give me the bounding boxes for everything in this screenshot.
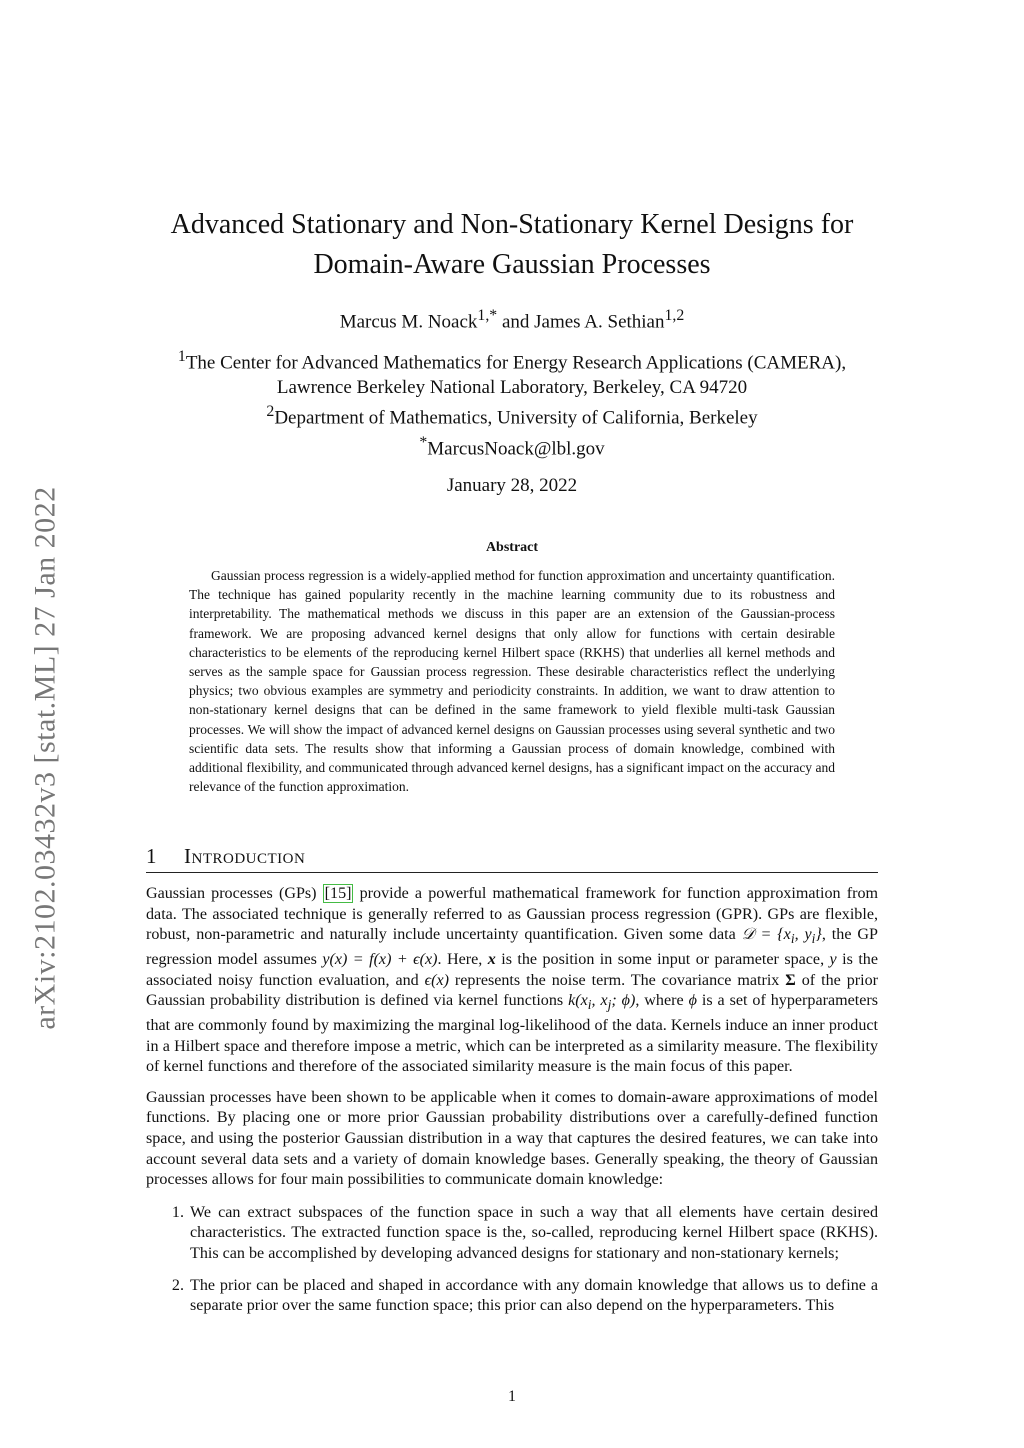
section-number: 1 xyxy=(146,844,157,868)
paper-date: January 28, 2022 xyxy=(446,475,578,496)
author-conjunction: and xyxy=(497,311,535,333)
p1-text-8: of the prior Gaussian probability distribution is defined via kernel functions xyxy=(146,971,878,1010)
paragraph-2: Gaussian processes have been shown to be applicable when it comes to domain-aware approximations of model functions. By placing one or more prior Gaussian probability distributions over a carefully-defined function space, and using the posterior Gaussian distribution in a way that captures the desired features, we can take into account several data sets and a variety of domain knowledge bases. Generally speaking, the theory of Gaussian processes allows for four main possibilities to communicate domain knowledge: xyxy=(146,1088,878,1189)
p1-text-10: is a set of hyperparameters that are commonly found by maximizing the marginal log-likelihood of the data. Kernels induce an inner product in a Hilbert space and therefore impose a metric, which can be interpreted as a similarity measure. The flexibility of kernel functions and therefore of the associated similarity measure is the main focus of this paper. xyxy=(146,992,878,1076)
p1-text-1: Gaussian processes (GPs) xyxy=(146,885,323,902)
arxiv-sidebar xyxy=(28,448,64,1068)
list-item: 1. We can extract subspaces of the function space in such a way that all elements have certain desired characteristics. The extracted function space is the, so-called, reproducing kernel Hilbert space (RKHS). This can be accomplished by developing advanced designs for stationary and non-stationary kernels; xyxy=(188,1203,878,1265)
p1-text-7: represents the noise term. The covariance matrix xyxy=(448,971,786,989)
author-list xyxy=(100,302,924,336)
affiliation-1-marker: 1 xyxy=(177,348,186,365)
page-number: 1 xyxy=(508,1388,516,1405)
math-x: x xyxy=(487,951,496,968)
email-address: MarcusNoack@lbl.gov xyxy=(427,438,605,460)
section-body xyxy=(146,884,878,1328)
p1-text-9: , where xyxy=(635,992,689,1010)
p1-text-5: is the position in some input or parameter space, xyxy=(495,951,830,968)
math-y: y xyxy=(829,951,837,968)
section-heading xyxy=(146,842,878,873)
p1-text-6: is the associated noisy function evaluation, and xyxy=(146,951,878,989)
p1-text-4: . Here, xyxy=(437,951,488,968)
paragraph-1 xyxy=(146,884,878,1078)
math-phi: ϕ xyxy=(688,992,697,1010)
author-2-affil: 1,2 xyxy=(664,307,685,324)
numbered-list xyxy=(146,1203,878,1317)
math-model: y(x) = f(x) + ϵ(x) xyxy=(322,951,438,968)
author-2: James A. Sethian xyxy=(534,311,665,333)
email-marker: * xyxy=(419,434,428,452)
affiliation-2-marker: 2 xyxy=(266,403,275,421)
affiliation-1-line-2: Lawrence Berkeley National Laboratory, Berkeley, CA 94720 xyxy=(276,376,748,398)
section-title: Introduction xyxy=(184,844,306,868)
arxiv-identifier: arXiv:2102.03432v3 [stat.ML] 27 Jan 2022 xyxy=(29,486,62,1030)
math-epsilon: ϵ(x) xyxy=(424,971,449,989)
affiliations xyxy=(100,345,924,462)
title-line-1: Advanced Stationary and Non-Stationary Kernel Designs for xyxy=(170,209,854,240)
author-1-affil: 1,* xyxy=(477,307,498,324)
affiliation-2-text: Department of Mathematics, University of California, Berkeley xyxy=(274,407,758,429)
author-1: Marcus M. Noack xyxy=(339,311,478,333)
p1-text-2: provide a powerful mathematical framework for function approximation from data. The associated technique is generally referred to as Gaussian process regression (GPR). GPs are flexible, robust, non-parametric and naturally include uncertainty quantification. Given some data xyxy=(146,885,879,944)
p1-text-3: , the GP regression model assumes xyxy=(146,926,878,968)
affiliation-1-line-1: The Center for Advanced Mathematics for Energy Research Applications (CAMERA), xyxy=(185,352,847,374)
affiliation-1 xyxy=(100,345,924,376)
title-line-2: Domain-Aware Gaussian Processes xyxy=(313,249,711,280)
affiliation-2 xyxy=(100,400,924,431)
list-item: 2. The prior can be placed and shaped in accordance with any domain knowledge that allows us to define a separate prior over the same function space; this prior can also depend on the hyperparameters. This xyxy=(188,1276,878,1317)
abstract-text: Gaussian process regression is a widely-applied method for function approximation and uncertainty quantification. The technique has gained popularity recently in the machine learning community due to its robustness and interpretability. The mathematical methods we discuss in this paper are an extension of the Gaussian-process framework. We are proposing advanced kernel designs that only allow for functions with certain desirable characteristics to be elements of the reproducing kernel Hilbert space (RKHS) that underlies all kernel methods and serves as the sample space for Gaussian process regression. These desirable characteristics reflect the underlying physics; two obvious examples are symmetry and periodicity constraints. In addition, we want to draw attention to non-stationary kernel designs that can be defined in the same framework to yield flexible multi-task Gaussian processes. We will show the impact of advanced kernel designs on Gaussian processes using several synthetic and two scientific data sets. The results show that informing a Gaussian process of domain knowledge, combined with additional flexibility, and communicated through advanced kernel designs, has a significant impact on the accuracy and relevance of the function approximation. xyxy=(189,568,835,795)
abstract-heading: Abstract xyxy=(485,540,539,555)
paper-title xyxy=(100,205,924,285)
citation-link[interactable]: [15] xyxy=(324,885,352,902)
math-sigma: Σ xyxy=(785,971,796,989)
math-kernel: $k(x_i$, $x_j$; ϕ) xyxy=(568,992,636,1013)
math-dataset: 𝒟 = {$x_i$, $y_i$} xyxy=(741,926,822,947)
contact-email xyxy=(100,431,924,462)
